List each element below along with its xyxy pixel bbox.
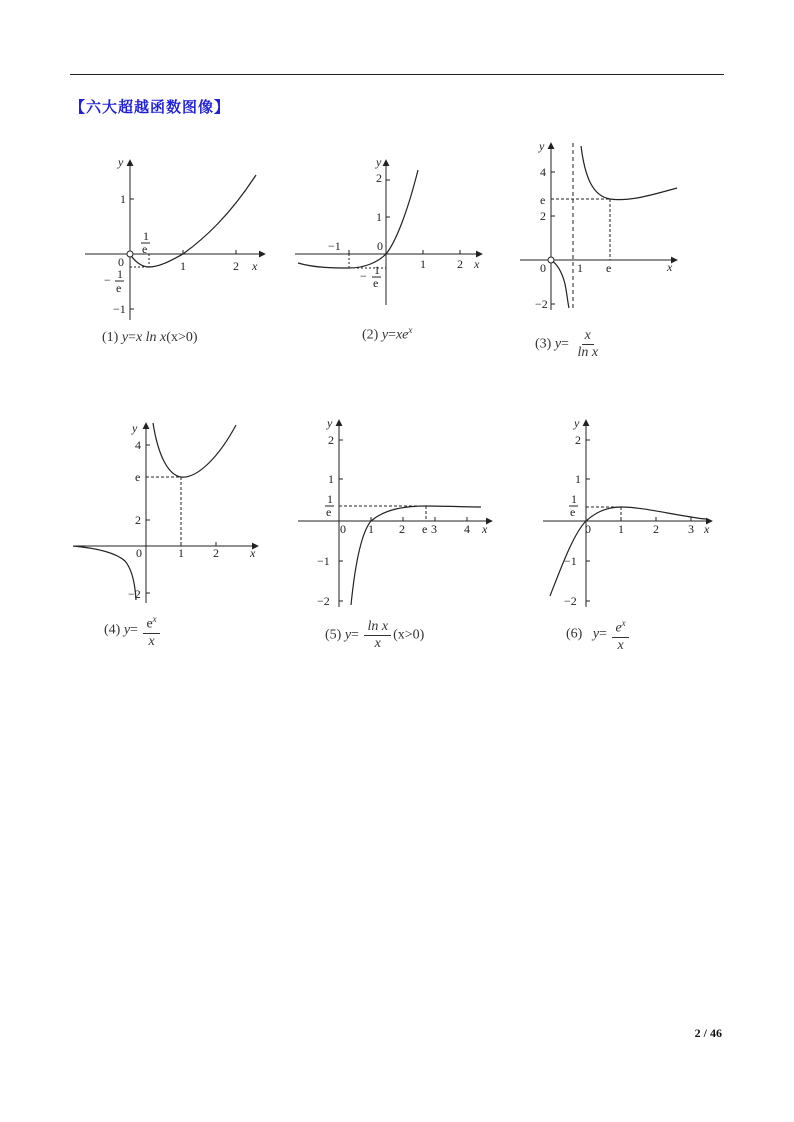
svg-text:1: 1 [575,472,581,486]
svg-text:2: 2 [376,171,382,185]
svg-text:4: 4 [135,438,141,452]
svg-text:x: x [704,522,710,536]
graph-2 [290,150,490,360]
svg-text:−2: −2 [535,297,548,311]
svg-text:1: 1 [368,522,374,536]
svg-text:0: 0 [585,522,591,536]
svg-text:0: 0 [340,522,346,536]
header-rule [70,74,724,75]
svg-text:1: 1 [374,263,380,277]
svg-text:1: 1 [117,267,123,281]
svg-text:2: 2 [540,209,546,223]
curve [550,507,706,596]
svg-text:−1: −1 [113,302,126,316]
curve [298,170,418,268]
svg-text:1: 1 [120,192,126,206]
caption-1: (1) y=x ln x(x>0) [102,330,198,345]
svg-text:1: 1 [618,522,624,536]
graph-3-plot [515,138,695,313]
svg-text:4: 4 [464,522,470,536]
svg-text:−: − [104,273,111,287]
graph-4 [70,415,270,655]
svg-text:y: y [539,139,545,153]
svg-text:1: 1 [178,546,184,560]
svg-text:−1: −1 [317,554,330,568]
caption-6: (6) y= $\frac{e^x}{x}$ [566,615,631,654]
svg-text:0: 0 [136,546,142,560]
svg-text:−2: −2 [317,594,330,608]
svg-text:1: 1 [143,229,149,243]
curve-left [551,260,569,308]
svg-text:3: 3 [431,522,437,536]
svg-text:2: 2 [457,257,463,271]
svg-text:0: 0 [540,261,546,275]
graph-3 [515,138,695,368]
x-label: x [252,259,258,273]
svg-text:e: e [422,522,428,536]
svg-text:−2: −2 [128,587,141,601]
svg-text:2: 2 [135,513,141,527]
svg-text:2: 2 [213,546,219,560]
caption-3: (3) y= $\frac{x}{\text{ln x}}$ [535,328,599,360]
graph-2-plot [290,150,490,330]
graph-1 [80,150,280,360]
curve [130,175,256,267]
svg-text:x: x [482,522,488,536]
svg-text:0: 0 [377,239,383,253]
svg-text:−1: −1 [564,554,577,568]
svg-text:4: 4 [540,165,546,179]
graph-5 [295,415,500,655]
caption-4: (4) y= $\frac{e^x}{x}$ [104,611,162,650]
svg-text:y: y [376,155,382,169]
svg-text:2: 2 [399,522,405,536]
svg-text:1: 1 [376,210,382,224]
svg-text:−: − [360,269,367,283]
svg-text:e: e [570,505,576,519]
graph-4-plot [70,415,270,610]
svg-text:e: e [135,470,141,484]
caption-2: (2) $y=xe^x$ [362,325,413,343]
svg-text:2: 2 [328,433,334,447]
svg-text:2: 2 [653,522,659,536]
svg-text:y: y [327,416,333,430]
svg-text:0: 0 [118,255,124,269]
graph-6-plot [540,415,720,610]
graph-6 [540,415,720,655]
caption-5: (5) y= $\frac{\text{ln x}}{x}$ (x>0) [325,619,425,651]
svg-text:x: x [474,257,480,271]
curve-right [153,423,236,477]
svg-text:y: y [574,416,580,430]
svg-text:e: e [326,505,332,519]
svg-text:2: 2 [575,433,581,447]
svg-text:e: e [606,261,612,275]
svg-text:1: 1 [180,259,186,273]
svg-text:2: 2 [233,259,239,273]
page-number: 2 / 46 [694,1026,722,1040]
svg-text:y: y [132,421,138,435]
svg-text:1: 1 [327,492,333,506]
graph-1-plot [80,150,280,330]
svg-text:3: 3 [688,522,694,536]
svg-text:1: 1 [328,472,334,486]
graph-5-plot [295,415,500,610]
svg-text:e: e [142,242,148,256]
svg-text:1: 1 [577,261,583,275]
y-label: y [118,155,124,169]
svg-text:e: e [540,193,546,207]
svg-text:e: e [373,276,379,290]
curve-right [581,146,677,200]
svg-text:−2: −2 [564,594,577,608]
svg-text:x: x [250,546,256,560]
svg-text:1: 1 [420,257,426,271]
svg-text:e: e [116,281,122,295]
svg-text:x: x [667,260,673,274]
curve-left [73,546,136,600]
svg-text:−1: −1 [328,239,341,253]
section-title: 【六大超越函数图像】 [70,98,231,116]
svg-text:1: 1 [571,492,577,506]
